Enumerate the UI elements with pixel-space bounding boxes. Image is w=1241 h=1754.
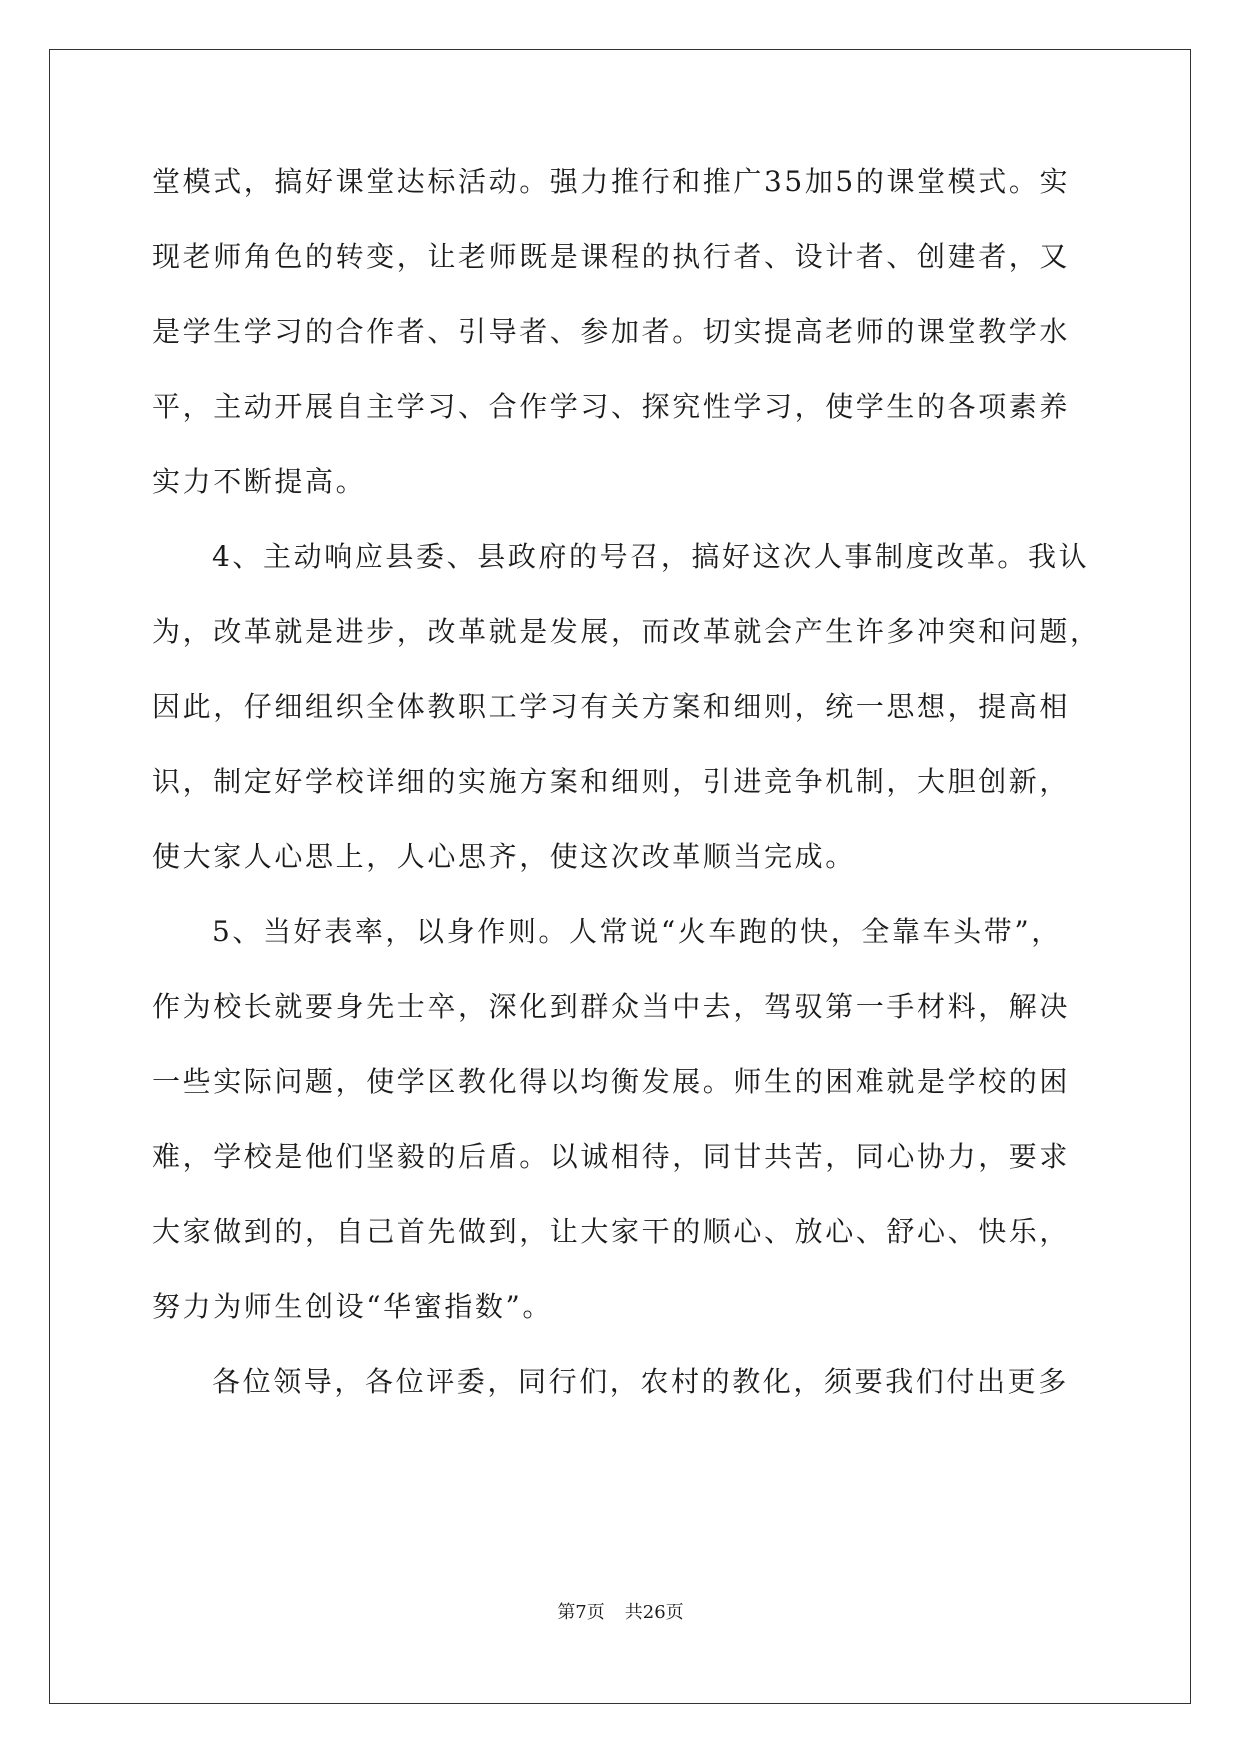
text-line: 为，改革就是进步，改革就是发展，而改革就会产生许多冲突和问题，: [152, 615, 1101, 648]
text-line: 使大家人心思上，人心思齐，使这次改革顺当完成。: [152, 840, 856, 873]
text-line: 作为校长就要身先士卒，深化到群众当中去，驾驭第一手材料，解决: [152, 990, 1071, 1023]
paragraph-start-line: 各位领导，各位评委，同行们，农村的教化，须要我们付出更多: [212, 1365, 1069, 1398]
text-line: 因此，仔细组织全体教职工学习有关方案和细则，统一思想，提高相: [152, 690, 1071, 723]
text-line: 难，学校是他们坚毅的后盾。以诚相待，同甘共苦，同心协力，要求: [152, 1140, 1071, 1173]
text-line: 努力为师生创设“华蜜指数”。: [152, 1290, 554, 1323]
text-line: 实力不断提高。: [152, 465, 367, 498]
text-line: 平，主动开展自主学习、合作学习、探究性学习，使学生的各项素养: [152, 390, 1071, 423]
paragraph-start-line: 4、主动响应县委、县政府的号召，搞好这次人事制度改革。我认: [212, 540, 1090, 573]
text-line: 一些实际问题，使学区教化得以均衡发展。师生的困难就是学校的困: [152, 1065, 1071, 1098]
text-line: 堂模式，搞好课堂达标活动。强力推行和推广35加5的课堂模式。实: [152, 165, 1071, 198]
page-number: 第7页: [557, 1602, 605, 1623]
text-line: 大家做到的，自己首先做到，让大家干的顺心、放心、舒心、快乐，: [152, 1215, 1071, 1248]
paragraph-start-line: 5、当好表率，以身作则。人常说“火车跑的快，全靠车头带”，: [212, 915, 1062, 948]
text-line: 识，制定好学校详细的实施方案和细则，引进竞争机制，大胆创新，: [152, 765, 1071, 798]
page-footer: [0, 1598, 1241, 1624]
text-line: 现老师角色的转变，让老师既是课程的执行者、设计者、创建者，又: [152, 240, 1071, 273]
page-total: 共26页: [624, 1602, 684, 1623]
text-line: 是学生学习的合作者、引导者、参加者。切实提高老师的课堂教学水: [152, 315, 1071, 348]
